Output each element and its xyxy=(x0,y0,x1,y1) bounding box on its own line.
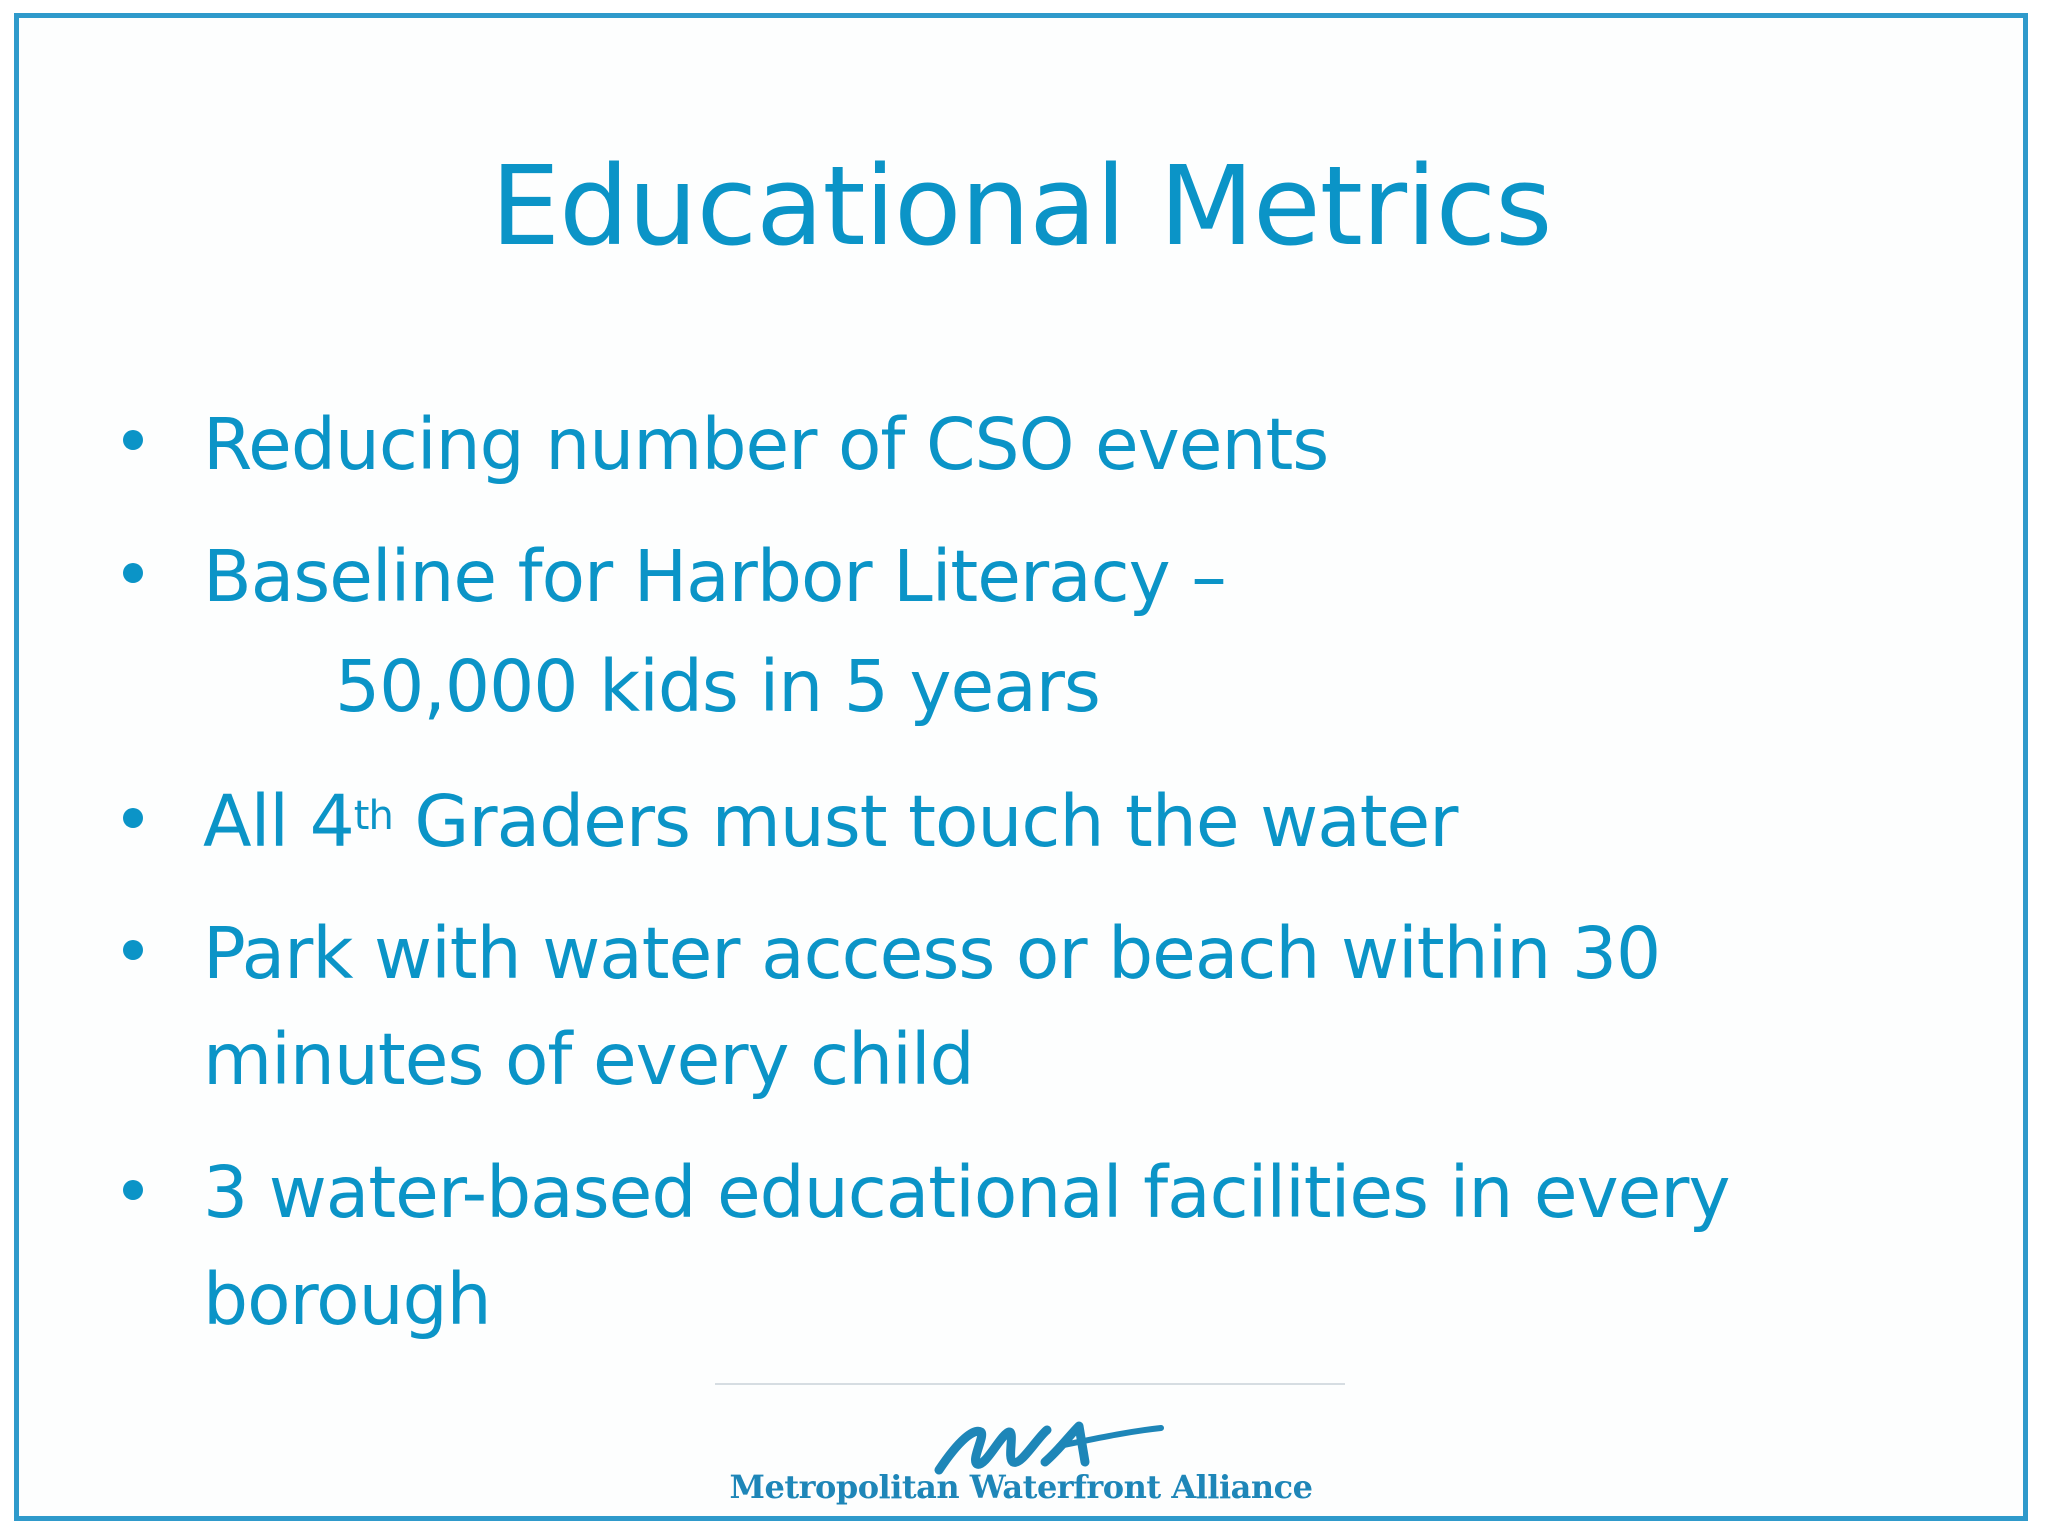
bullet-text-continuation: borough xyxy=(203,1258,491,1341)
bullet-text: Park with water access or beach within 30 xyxy=(203,912,1661,995)
bullet-text xyxy=(203,767,1457,877)
bullet-text-continuation: minutes of every child xyxy=(203,1018,974,1101)
bullet-list xyxy=(19,18,2023,1516)
bullet-dot xyxy=(123,563,143,583)
bullet-dot xyxy=(123,430,143,450)
footer-divider xyxy=(715,1383,1345,1385)
bullet-dot xyxy=(123,940,143,960)
bullet-text: Baseline for Harbor Literacy – xyxy=(203,535,1226,618)
slide-title: Educational Metrics xyxy=(490,142,1552,270)
bullet-text: 3 water-based educational facilities in every xyxy=(203,1151,1730,1234)
logo-wordmark: Metropolitan Waterfront Alliance xyxy=(729,1468,1313,1506)
bullet-dot xyxy=(123,808,143,828)
slide xyxy=(14,13,2028,1521)
bullet-dot xyxy=(123,1180,143,1200)
bullet-text-suffix: Graders must touch the water xyxy=(392,780,1458,863)
bullet-text-prefix: All 4 xyxy=(203,780,354,863)
ordinal-superscript: th xyxy=(353,793,393,839)
bullet-text: Reducing number of CSO events xyxy=(203,403,1329,486)
bullet-text-continuation: 50,000 kids in 5 years xyxy=(335,645,1100,728)
